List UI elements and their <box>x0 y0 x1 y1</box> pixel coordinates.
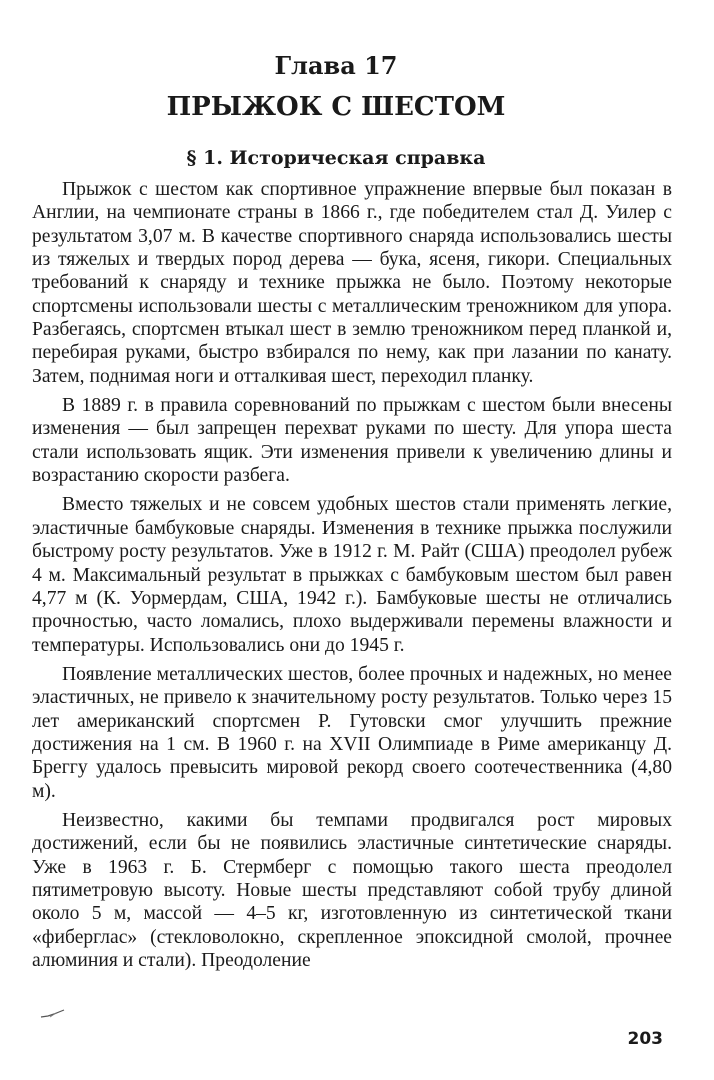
page-number: 203 <box>627 1029 663 1049</box>
section-heading: § 1. Историческая справка <box>186 147 486 169</box>
ink-mark <box>40 1009 66 1019</box>
paragraph: Вместо тяжелых и не совсем удобных шестов стали применять легкие, эластичные бамбуковые снаряды. Изменения в технике прыжка послужили быстрому росту результатов. Уже в 1912 г. М. Райт (США) преодолел рубеж 4 м. Максимальный результат в прыжках с бамбуковым шестом был равен 4,77 м (К. Уормердам, США, 1942 г.). Бамбуковые шесты не отличались прочностью, часто ломались, плохо выдерживали перемены влажности и температуры. Использовались они до 1945 г. <box>32 494 672 656</box>
chapter-heading: Глава 17 <box>274 51 398 80</box>
paragraph: В 1889 г. в правила соревнований по прыжкам с шестом были внесены изменения — был запрещен перехват руками по шесту. Для упора шеста стали использовать ящик. Эти изменения привели к увеличению длины и возрастанию скорости разбега. <box>32 395 672 487</box>
body-text <box>32 178 672 972</box>
paragraph: Прыжок с шестом как спортивное упражнение впервые был показан в Англии, на чемпионате страны в 1866 г., где победителем стал Д. Уилер с результатом 3,07 м. В качестве спортивного снаряда использовались шесты из тяжелых и твердых пород дерева — бука, ясеня, гикори. Специальных требований к снаряду и технике прыжка не было. Поэтому некоторые спортсмены использовали шесты с металлическим треножником для упора. Разбегаясь, спортсмен втыкал шест в землю треножником перед планкой и, перебирая руками, быстро взбирался по нему, как при лазании по канату. Затем, поднимая ноги и отталкивая шест, переходил планку. <box>32 179 672 387</box>
chapter-title: ПРЫЖОК С ШЕСТОМ <box>166 92 506 122</box>
paragraph: Неизвестно, какими бы темпами продвигался рост мировых достижений, если бы не появились эластичные синтетические снаряды. Уже в 1963 г. Б. Стермберг с помощью такого шеста преодолел пятиметровую высоту. Новые шесты представляют собой трубу длиной около 5 м, массой — 4–5 кг, изготовленную из синтетической ткани «фиберглас» (стекловолокно, скрепленное эпоксидной смолой, прочнее алюминия и стали). Преодоление <box>32 809 672 971</box>
paragraph: Появление металлических шестов, более прочных и надежных, но менее эластичных, не привело к значительному росту результатов. Только через 15 лет американский спортсмен Р. Гутовски смог улучшить прежние достижения на 1 см. В 1960 г. на XVII Олимпиаде в Риме американцу Д. Бреггу удалось превысить мировой рекорд своего соотечественника (4,80 м). <box>32 663 672 802</box>
